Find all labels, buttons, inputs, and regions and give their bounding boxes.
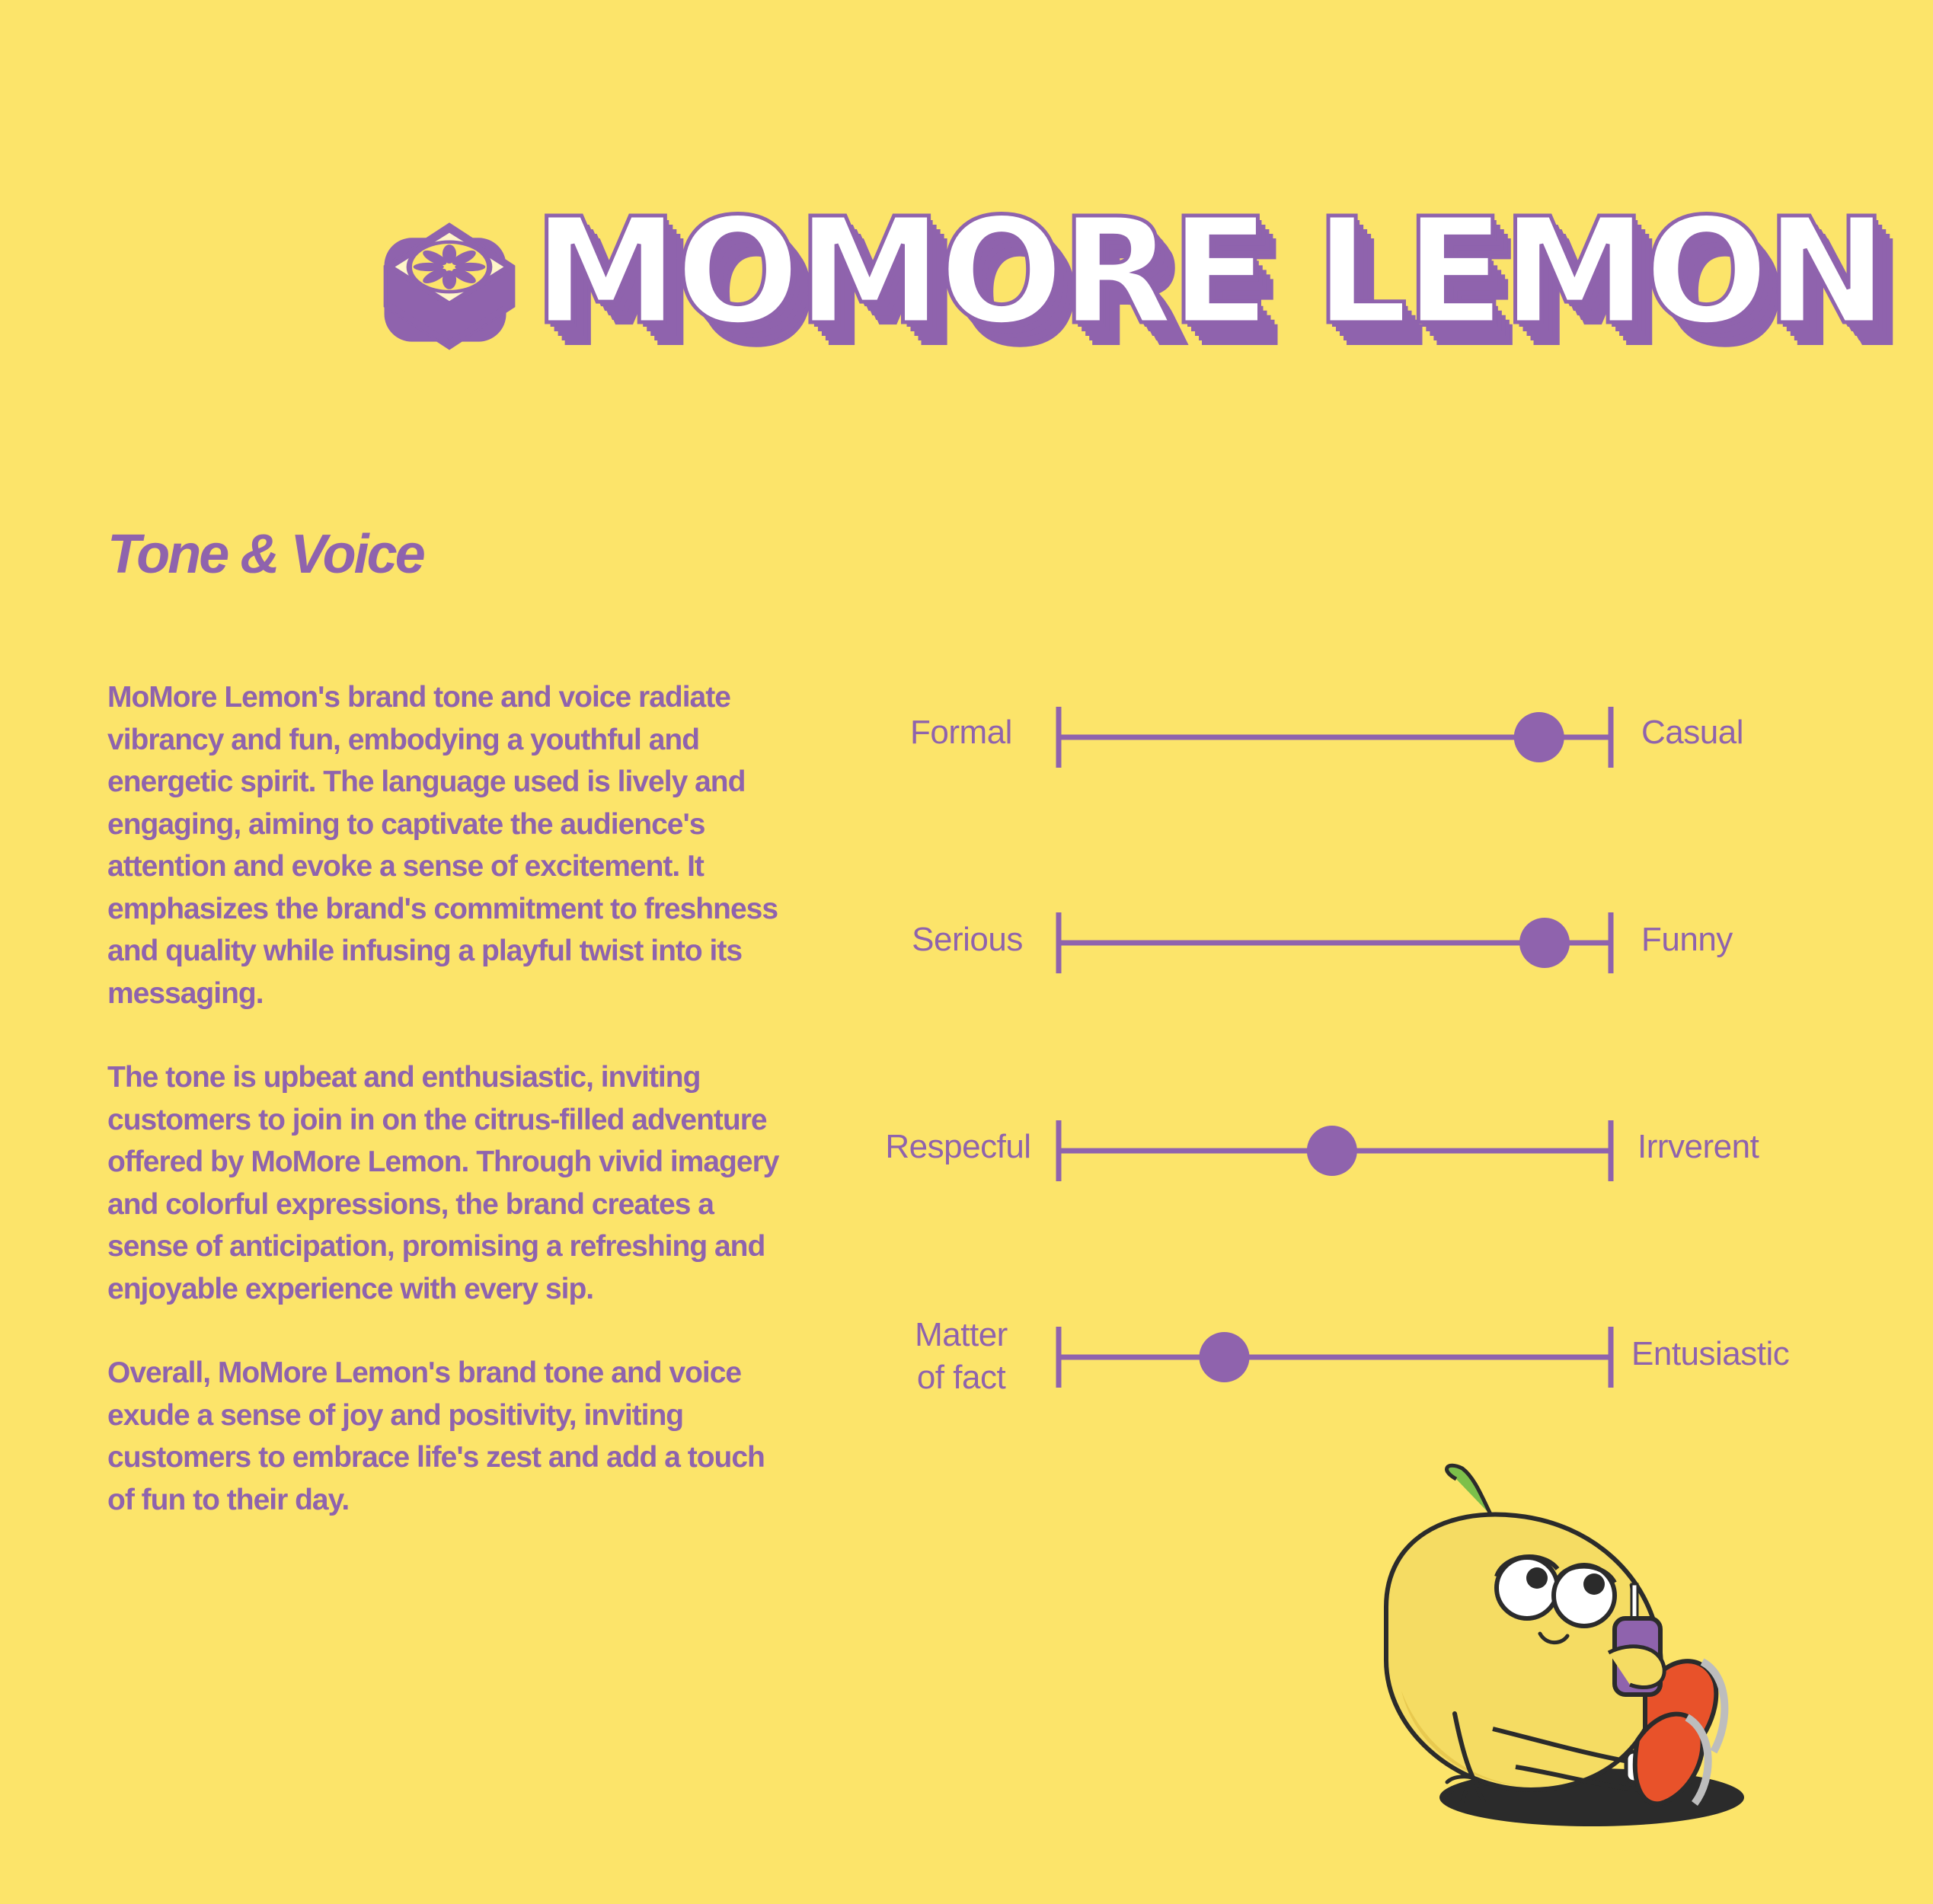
scale-left-label: Serious [912,921,1023,958]
lemon-mascot-illustration [1340,1462,1797,1858]
scale-right-label: Funny [1641,921,1733,958]
scale-formal-casual [1059,707,1611,768]
scale-respectful-irreverent [1059,1120,1611,1181]
body-paragraph: MoMore Lemon's brand tone and voice radiate vibrancy and fun, embodying a youthful and energetic spirit. The language used is lively and engaging, aiming to captivate the audience's attention and evoke a sense of excitement. It emphasizes the brand's commitment to freshness and quality while infusing a playful twist into its messaging. [107,681,778,1010]
scale-matteroffact-enthusiastic [1059,1327,1611,1388]
scale-left-label: Matter of fact [915,1316,1008,1396]
scale-marker [1200,1332,1250,1382]
scale-left-label: Respecful [885,1128,1031,1165]
section-title: Tone & Voice [107,524,423,585]
scale-right-label: Entusiastic [1631,1335,1790,1372]
body-paragraph: Overall, MoMore Lemon's brand tone and voice exude a sense of joy and positivity, inviting customers to embrace life's zest and add a touch of fun to their day. [107,1356,765,1516]
brand-wordmark: MOMORE LEMON [533,187,1885,357]
scale-marker [1519,918,1570,968]
scale-right-label: Irrverent [1637,1128,1759,1165]
scale-right-label: Casual [1641,714,1743,751]
body-paragraph: The tone is upbeat and enthusiastic, inviting customers to join in on the citrus-filled adventure offered by MoMore Lemon. Through vivid imagery and colorful expressions, the brand creates a sense of anticipation, promising a refreshing and enjoyable experience with every sip. [107,1061,779,1305]
scale-marker [1307,1126,1357,1176]
scale-left-label: Formal [910,714,1012,751]
scale-serious-funny [1059,912,1611,973]
scale-marker [1514,712,1564,762]
